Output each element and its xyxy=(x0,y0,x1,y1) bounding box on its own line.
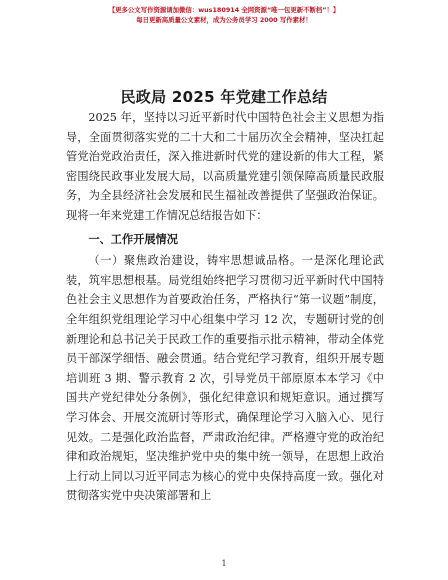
intro-paragraph: 2025 年，坚持以习近平新时代中国特色社会主义思想为指导，全面贯彻落实党的二十大和二十届历次全会精神，坚决扛起管党治党政治责任，深入推进新时代党的建设新的伟大工程，紧密围绕民政事业发展大局，以高质量党建引领保障高质量民政服务，为全县经济社会发展和民生福祉改善提供了坚强政治保证。现将一年来党建工作情况总结报告如下： xyxy=(66,111,384,222)
banner-line-2: 每日更新高质量公文素材，成为公务员学习 2000 写作素材！ xyxy=(136,16,312,24)
banner-line-1: 【更多公文写作资源请加微信：wus180914 全网资源“唯一包更新不断档”！】 xyxy=(108,6,340,14)
page-number: 1 xyxy=(221,559,227,568)
section-paragraph: （一）聚焦政治建设，铸牢思想诚品格。一是深化理论武装，筑牢思想根基。局党组始终把学习贯彻习近平新时代中国特色社会主义思想作为首要政治任务，严格执行“第一议题”制度，全年组织党组理论学习中心组集中学习 12 次，专题研讨党的创新理论和总书记关于民政工作的重要指示批示精神，带动全体党员干部深学细悟、融会贯通。结合党纪学习教育，组织开展专题培训班 3 期、警示教育 2 次，引导党员干部原原本本学习《中国共产党纪律处分条例》，强化纪律意识和规矩意识。通过撰写学习体会、开展交流研讨等形式，确保理论学习入脑入心、见行见效。二是强化政治监督，严肃政治纪律。严格遵守党的政治纪律和政治规矩，坚决维护党中央的集中统一领导，在思想上政治上行动上同以习近平同志为核心的党中央保持高度一致。强化对贯彻落实党中央决策部署和上 xyxy=(66,254,384,503)
document-body xyxy=(66,108,384,506)
promo-banner xyxy=(0,5,448,25)
document-title: 民政局 2025 年党建工作总结 xyxy=(120,88,328,106)
section-heading: 一、工作开展情况 xyxy=(88,232,178,246)
